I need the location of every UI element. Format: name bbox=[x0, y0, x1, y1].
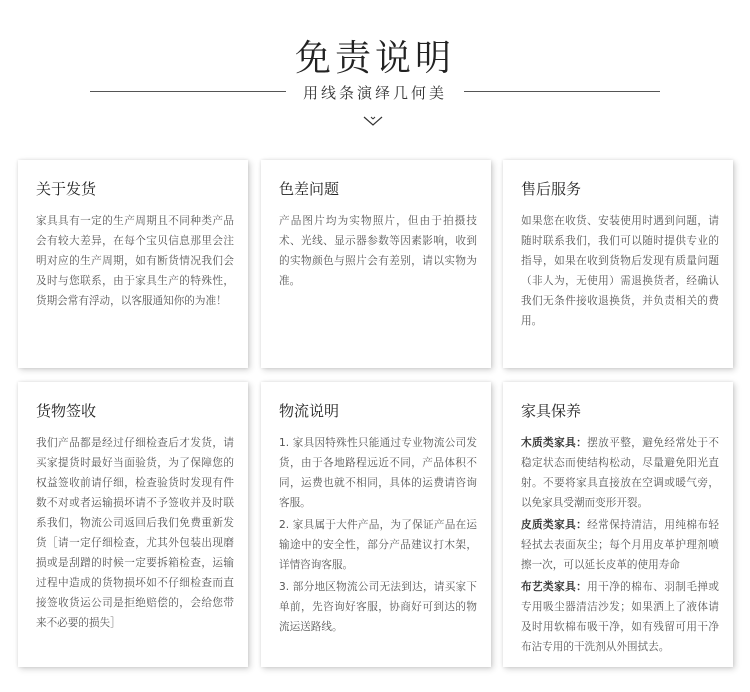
card-logistics bbox=[261, 382, 491, 667]
card-title: 关于发货 bbox=[36, 180, 97, 198]
maintenance-text: 经常保持清洁，用纯棉布轻轻拭去表面灰尘；每个月用皮革护理剂喷擦一次，可以延长皮革的使用寿命 bbox=[521, 519, 720, 571]
card-body: 我们产品都是经过仔细检查后才发货，请买家提货时最好当面验货，为了保障您的权益签收前请仔细，检查验货时发现有件数不对或者运输损坏请不予签收并及时联系我们，物流公司返回后我们免费重新发货［请一定仔细检查，尤其外包装出现磨损或是刮蹭的时候一定要拆箱检查，运输过程中造成的货物损坏如不仔细检查而直接签收货运公司是拒绝赔偿的，会给您带来不必要的损失］ bbox=[36, 437, 234, 629]
maintenance-section bbox=[521, 515, 719, 575]
page-title: 免责说明 bbox=[294, 38, 455, 79]
maintenance-text: 用干净的棉布、羽制毛掸或专用吸尘器清洁沙发；如果洒上了液体请及时用软棉布吸干净，如有残留可用干净布沾专用的干洗剂从外围拭去。 bbox=[521, 581, 720, 653]
maintenance-text: 摆放平整，避免经常处于不稳定状态而使结构松动，尽量避免阳光直射。不要将家具直接放在空调或暖气旁，以免家具受潮而变形开裂。 bbox=[521, 437, 720, 509]
card-color-difference bbox=[261, 160, 491, 368]
subtitle-divider-right bbox=[464, 91, 660, 92]
logistics-item: 2. 家具属于大件产品，为了保证产品在运输途中的安全性，部分产品建议打木架，详情咨询客服。 bbox=[279, 519, 477, 571]
card-title: 货物签收 bbox=[36, 402, 97, 420]
chevron-down-icon bbox=[362, 114, 384, 128]
card-shipping bbox=[18, 160, 248, 368]
card-body: 产品图片均为实物照片，但由于拍摄技术、光线、显示器参数等因素影响，收到的实物颜色与照片会有差别，请以实物为准。 bbox=[279, 215, 477, 287]
card-after-sales bbox=[503, 160, 733, 368]
card-title: 家具保养 bbox=[521, 402, 582, 420]
maintenance-label: 布艺类家具： bbox=[521, 581, 588, 593]
subtitle-divider-left bbox=[90, 91, 286, 92]
maintenance-label: 皮质类家具： bbox=[521, 519, 588, 531]
subtitle-row bbox=[90, 82, 660, 102]
page-subtitle: 用线条演绎几何美 bbox=[302, 84, 447, 102]
card-body: 家具具有一定的生产周期且不同种类产品会有较大差异，在每个宝贝信息那里会注明对应的生产周期，如有断货情况我们会及时与您联系，由于家具生产的特殊性，货期会常有浮动，以客服通知你的为准！ bbox=[36, 215, 234, 307]
maintenance-section bbox=[521, 433, 719, 513]
card-title: 物流说明 bbox=[279, 402, 340, 420]
card-receipt bbox=[18, 382, 248, 667]
maintenance-label: 木质类家具： bbox=[521, 437, 588, 449]
logistics-item: 1. 家具因特殊性只能通过专业物流公司发货，由于各地路程远近不同，产品体积不同，运费也就不相同，具体的运费请咨询客服。 bbox=[279, 437, 477, 509]
card-title: 售后服务 bbox=[521, 180, 582, 198]
card-body: 如果您在收货、安装使用时遇到问题，请随时联系我们，我们可以随时提供专业的指导，如果在收到货物后发现有质量问题（非人为，无使用）需退换货者，经确认我们无条件接收退换货，并负责相关的费用。 bbox=[521, 215, 719, 327]
logistics-item: 3. 部分地区物流公司无法到达，请买家下单前，先咨询好客服，协商好可到达的物流运送路线。 bbox=[279, 581, 477, 633]
card-title: 色差问题 bbox=[279, 180, 340, 198]
card-maintenance bbox=[503, 382, 733, 667]
maintenance-section bbox=[521, 577, 719, 657]
